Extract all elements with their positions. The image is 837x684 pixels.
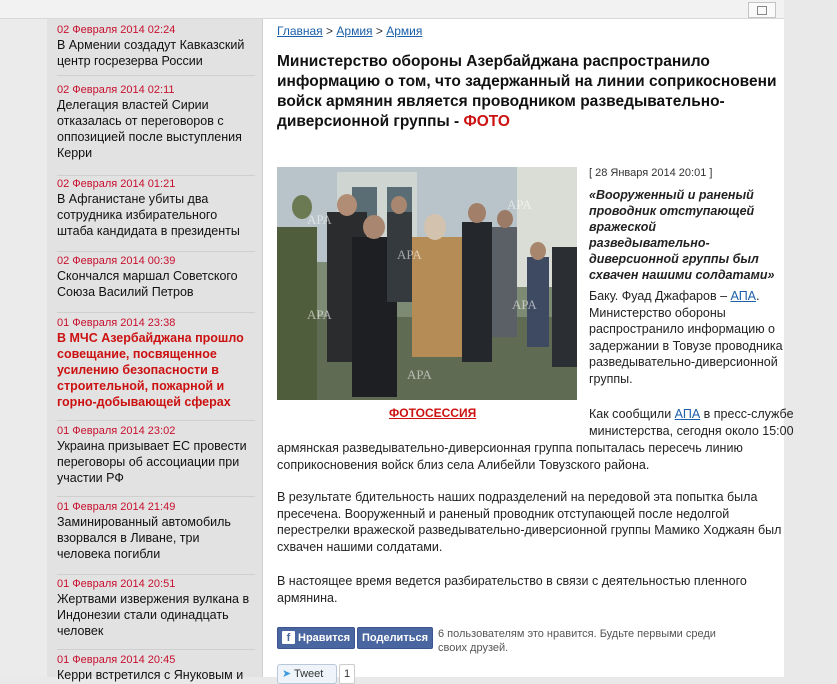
news-date: 02 Февраля 2014 01:21 [57,178,176,190]
news-date: 02 Февраля 2014 02:24 [57,24,176,36]
headline-text: диверсионной группы - [277,113,464,130]
left-margin [0,19,47,677]
tweet-count: 1 [339,664,355,684]
breadcrumb-separator: > [375,24,383,38]
watermark-text: APA [397,247,422,262]
article-paragraph [589,406,794,439]
breadcrumb [277,24,422,38]
breadcrumb-army-link[interactable]: Армия [386,24,423,38]
headline-foto-label: ФОТО [463,113,510,130]
news-item[interactable] [57,653,255,683]
facebook-like-count-text: 6 пользователям это нравится. Будьте первыми среди своих друзей. [438,628,716,654]
headline-line [277,112,837,132]
tweet-label: Tweet [294,668,324,680]
news-title[interactable]: Жертвами извержения вулкана в Индонезии стали одинадцать человек [57,592,250,638]
article-paragraph: В результате бдительность наших подразделений на передовой эта попытка была пресечена. Вооруженный и раненый проводник отступающей после недолгой перестрелки вражеской разведывательно-диверсионной группы Мамико Ходжаян был схвачен нашими солдатами. [277,490,782,554]
like-label: Нравится [298,632,351,644]
news-title[interactable]: Заминированный автомобиль взорвался в Ливане, три человека погибли [57,515,231,561]
headline-line: войск армянин является проводником разведывательно- [277,93,725,110]
news-title[interactable]: В Армении создадут Кавказский центр госрезерва России [57,38,245,68]
browser-top-bar [0,0,784,19]
breadcrumb-separator: > [326,24,334,38]
news-item[interactable] [57,254,255,313]
news-item[interactable] [57,23,255,76]
news-date: 01 Февраля 2014 20:45 [57,654,176,666]
watermark-text: APA [307,307,332,322]
breadcrumb-army-link[interactable]: Армия [336,24,373,38]
news-title[interactable]: Делегация властей Сирии отказалась от переговоров с оппозицией после выступления Керри [57,98,242,160]
twitter-bird-icon: ➤ [282,668,292,680]
news-date: 02 Февраля 2014 00:39 [57,255,176,267]
tweet-button[interactable] [277,664,337,684]
article-lead-quote: «Вооруженный и раненый проводник отступающей вражеской разведывательно-диверсионной группы был схвачен нашими солдатами» [589,188,775,282]
article-paragraph: В настоящее время ведется разбирательство в связи с деятельностью пленного армянина. [277,574,747,605]
photo-image [277,167,577,400]
news-date: 01 Февраля 2014 21:49 [57,501,176,513]
paragraph-text: . Министерство обороны распространило информацию о задержании в Товузе проводника разведывательно-диверсионной группы. [589,289,783,386]
news-title[interactable]: Украина призывает ЕС провести переговоры об ассоциации при участии РФ [57,439,247,485]
news-title[interactable]: Керри встретился с Януковым и [57,668,244,682]
news-title[interactable]: В МЧС Азербайджана прошло совещание, посвященное усилению безопасности в строительной, пожарной и горно-добывающей сферах [57,331,244,409]
watermark-text: APA [507,197,532,212]
news-item[interactable] [57,577,255,650]
article-photo[interactable] [277,167,577,400]
headline-line: Министерство обороны Азербайджана распространило [277,53,710,70]
news-item[interactable] [57,177,255,252]
apa-link[interactable]: АПА [730,289,757,303]
paragraph-text: Как сообщили [589,407,675,421]
news-item[interactable] [57,500,255,575]
article-dateline: [ 28 Января 2014 20:01 ] [589,167,713,179]
watermark-text: APA [512,297,537,312]
news-date: 01 Февраля 2014 23:02 [57,425,176,437]
news-title[interactable]: В Афганистане убиты два сотрудника избирательного штаба кандидата в президенты [57,192,240,238]
restore-window-button[interactable] [748,2,776,18]
photosession-link[interactable]: ФОТОСЕССИЯ [389,406,477,420]
article-main [263,19,794,680]
facebook-like-button[interactable] [277,627,355,649]
news-date: 01 Февраля 2014 23:38 [57,317,176,329]
paragraph-text: Баку. Фуад Джафаров – [589,289,731,303]
headline-line: информацию о том, что задержанный на линии соприкосновени [277,73,777,90]
article-headline [277,52,837,132]
facebook-share-button[interactable]: Поделиться [357,627,433,649]
watermark-text: APA [307,212,332,227]
news-date: 01 Февраля 2014 20:51 [57,578,176,590]
news-item[interactable] [57,83,255,176]
news-title[interactable]: Скончался маршал Советского Союза Василий Петров [57,269,238,299]
watermark-text: APA [407,367,432,382]
news-date: 02 Февраля 2014 02:11 [57,84,175,96]
news-item[interactable] [57,316,255,421]
article-paragraph: армянская разведывательно-диверсионная группа попыталась пересечь линию соприкосновения войск близ села Алибейли Товузского района. [277,441,743,472]
apa-link[interactable]: АПА [674,407,701,421]
article-paragraph [589,288,789,387]
facebook-icon: f [282,631,295,644]
breadcrumb-home-link[interactable]: Главная [277,24,323,38]
news-item[interactable] [57,424,255,497]
paragraph-text: в пресс-службе министерства, сегодня около 15:00 [589,407,794,438]
news-sidebar [47,19,263,682]
